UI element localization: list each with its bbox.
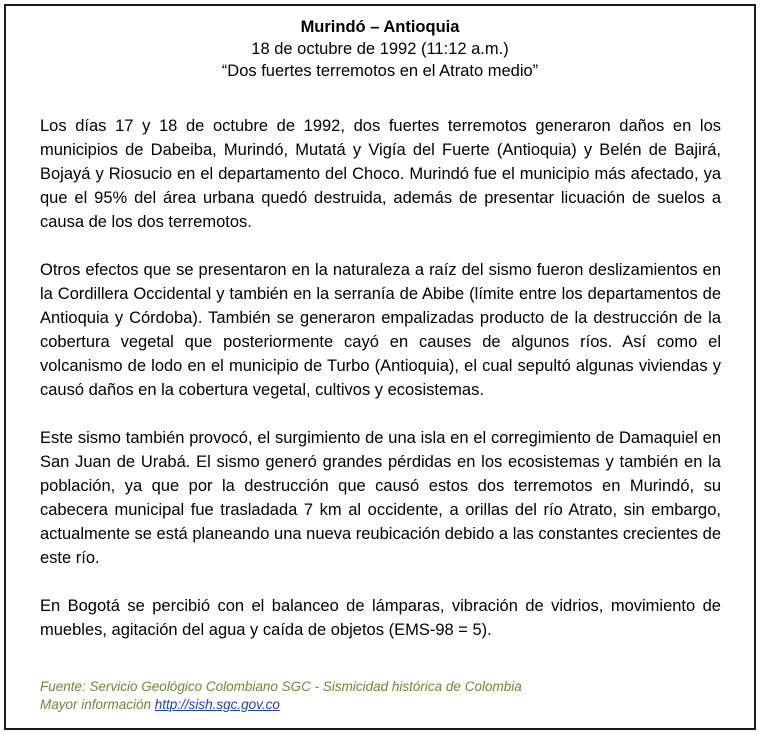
paragraph-4: En Bogotá se percibió con el balanceo de lámparas, vibración de vidrios, movimiento de muebles, agitación del agua y caída de objetos (EMS-98 = 5). xyxy=(40,597,721,639)
paragraph-1: Los días 17 y 18 de octubre de 1992, dos fuertes terremotos generaron daños en los municipios de Dabeiba, Murindó, Mutatá y Vigía del Fuerte (Antioquia) y Belén de Bajirá, Bojayá y Riosucio en el departamento del Choco. Murindó fue el municipio más afectado, ya que el 95% del área urbana quedó destruida, además de presentar licuación de suelos a causa de los dos terremotos. xyxy=(40,117,721,231)
panel-header xyxy=(6,16,754,82)
event-quote: “Dos fuertes terremotos en el Atrato medio” xyxy=(221,62,539,80)
event-date: 18 de octubre de 1992 (11:12 a.m.) xyxy=(251,40,509,58)
body-text xyxy=(40,114,721,666)
paragraph-3: Este sismo también provocó, el surgimiento de una isla en el corregimiento de Damaquiel en San Juan de Urabá. El sismo generó grandes pérdidas en los ecosistemas y también en la población, ya que por la destrucción que causó estos dos terremotos en Murindó, su cabecera municipal fue trasladada 7 km al occidente, a orillas del río Atrato, sin embargo, actualmente se está planeando una nueva reubicación debido a las constantes crecientes de este río. xyxy=(40,429,721,567)
source-footer xyxy=(40,678,721,714)
more-info-label: Mayor información xyxy=(40,697,155,712)
more-info-line xyxy=(40,696,721,714)
page-title: Murindó – Antioquia xyxy=(300,18,460,36)
info-panel xyxy=(4,4,756,730)
more-info-link[interactable]: http://sish.sgc.gov.co xyxy=(154,697,280,712)
paragraph-2: Otros efectos que se presentaron en la naturaleza a raíz del sismo fueron deslizamientos en la Cordillera Occidental y también en la serranía de Abibe (límite entre los departamentos de Antioquia y Córdoba). También se generaron empalizadas producto de la destrucción de la cobertura vegetal que posteriormente cayó en causes de algunos ríos. Así como el volcanismo de lodo en el municipio de Turbo (Antioquia), el cual sepultó algunas viviendas y causó daños en la cobertura vegetal, cultivos y ecosistemas. xyxy=(40,261,721,399)
source-line: Fuente: Servicio Geológico Colombiano SGC - Sismicidad histórica de Colombia xyxy=(40,679,522,694)
